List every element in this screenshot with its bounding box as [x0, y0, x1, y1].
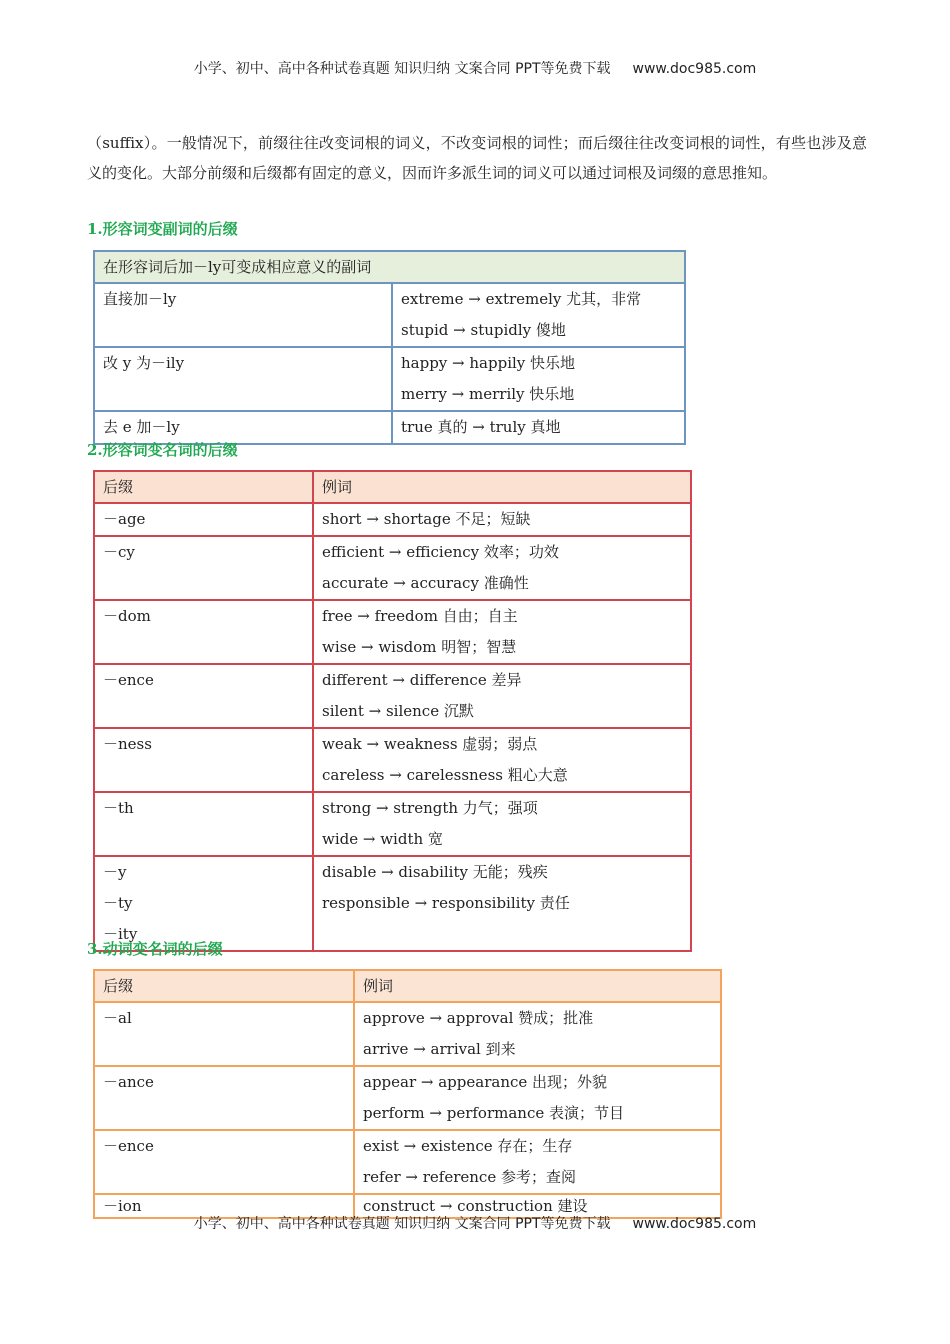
suffix-cell: －th [94, 792, 313, 856]
table-row [94, 347, 685, 411]
section2-title: 2.形容词变名词的后缀 [87, 441, 238, 459]
example-cell: approve → approval 赞成；批准 arrive → arrival 到来 [354, 1002, 721, 1066]
col-header-examples: 例词 [313, 471, 691, 503]
col-header-examples: 例词 [354, 970, 721, 1002]
suffix-cell: －dom [94, 600, 313, 664]
table-row [94, 503, 691, 536]
page-footer [0, 1213, 950, 1233]
table1-header: 在形容词后加－ly可变成相应意义的副词 [94, 251, 685, 283]
example-cell: construct → construction 建设 [354, 1194, 721, 1218]
footer-text: 小学、初中、高中各种试卷真题 知识归纳 文案合同 PPT等免费下载 [193, 1216, 611, 1232]
table-row [94, 856, 691, 951]
section1-title: 1.形容词变副词的后缀 [87, 220, 238, 238]
suffix-cell: －y －ty －ity [94, 856, 313, 951]
example-cell: appear → appearance 出现；外貌 perform → performance 表演；节目 [354, 1066, 721, 1130]
page-header [0, 58, 950, 78]
footer-url[interactable]: www.doc985.com [632, 1216, 757, 1232]
rule-cell: 去 e 加－ly [94, 411, 392, 444]
example-cell: free → freedom 自由；自主 wise → wisdom 明智；智慧 [313, 600, 691, 664]
col-header-suffix: 后缀 [94, 970, 354, 1002]
col-header-suffix: 后缀 [94, 471, 313, 503]
example-cell: happy → happily 快乐地 merry → merrily 快乐地 [392, 347, 685, 411]
suffix-cell: －ion [94, 1194, 354, 1218]
suffix-cell: －ness [94, 728, 313, 792]
example-cell: exist → existence 存在；生存 refer → reference 参考；查阅 [354, 1130, 721, 1194]
table-row [94, 792, 691, 856]
suffix-cell: －ence [94, 664, 313, 728]
table-row [94, 664, 691, 728]
suffix-cell: －ance [94, 1066, 354, 1130]
example-cell: efficient → efficiency 效率；功效 accurate → accuracy 准确性 [313, 536, 691, 600]
section3-title: 3.动词变名词的后缀 [87, 940, 223, 958]
suffix-cell: －age [94, 503, 313, 536]
intro-paragraph: （suffix）。一般情况下，前缀往往改变词根的词义，不改变词根的词性；而后缀往往改变词根的词性，有些也涉及意义的变化。大部分前缀和后缀都有固定的意义，因而许多派生词的词义可以通过词根及词缀的意思推知。 [87, 134, 867, 182]
table-row [94, 536, 691, 600]
suffix-cell: －al [94, 1002, 354, 1066]
suffix-cell: －ence [94, 1130, 354, 1194]
table-row [94, 600, 691, 664]
header-text: 小学、初中、高中各种试卷真题 知识归纳 文案合同 PPT等免费下载 [193, 61, 611, 77]
example-cell: disable → disability 无能；残疾 responsible → responsibility 责任 [313, 856, 691, 951]
example-cell: strong → strength 力气；强项 wide → width 宽 [313, 792, 691, 856]
example-cell: weak → weakness 虚弱；弱点 careless → carelessness 粗心大意 [313, 728, 691, 792]
suffix-cell: －cy [94, 536, 313, 600]
table-row [94, 1066, 721, 1130]
header-url[interactable]: www.doc985.com [632, 61, 757, 77]
verb-to-noun-table [93, 969, 722, 1219]
table-row [94, 728, 691, 792]
adj-to-noun-table [93, 470, 692, 952]
example-cell: short → shortage 不足；短缺 [313, 503, 691, 536]
rule-cell: 直接加－ly [94, 283, 392, 347]
table-row [94, 283, 685, 347]
example-cell: extreme → extremely 尤其，非常 stupid → stupidly 傻地 [392, 283, 685, 347]
adj-to-adv-table [93, 250, 686, 445]
rule-cell: 改 y 为－ily [94, 347, 392, 411]
example-cell: true 真的 → truly 真地 [392, 411, 685, 444]
example-cell: different → difference 差异 silent → silence 沉默 [313, 664, 691, 728]
table-row [94, 1002, 721, 1066]
table-row [94, 1130, 721, 1194]
